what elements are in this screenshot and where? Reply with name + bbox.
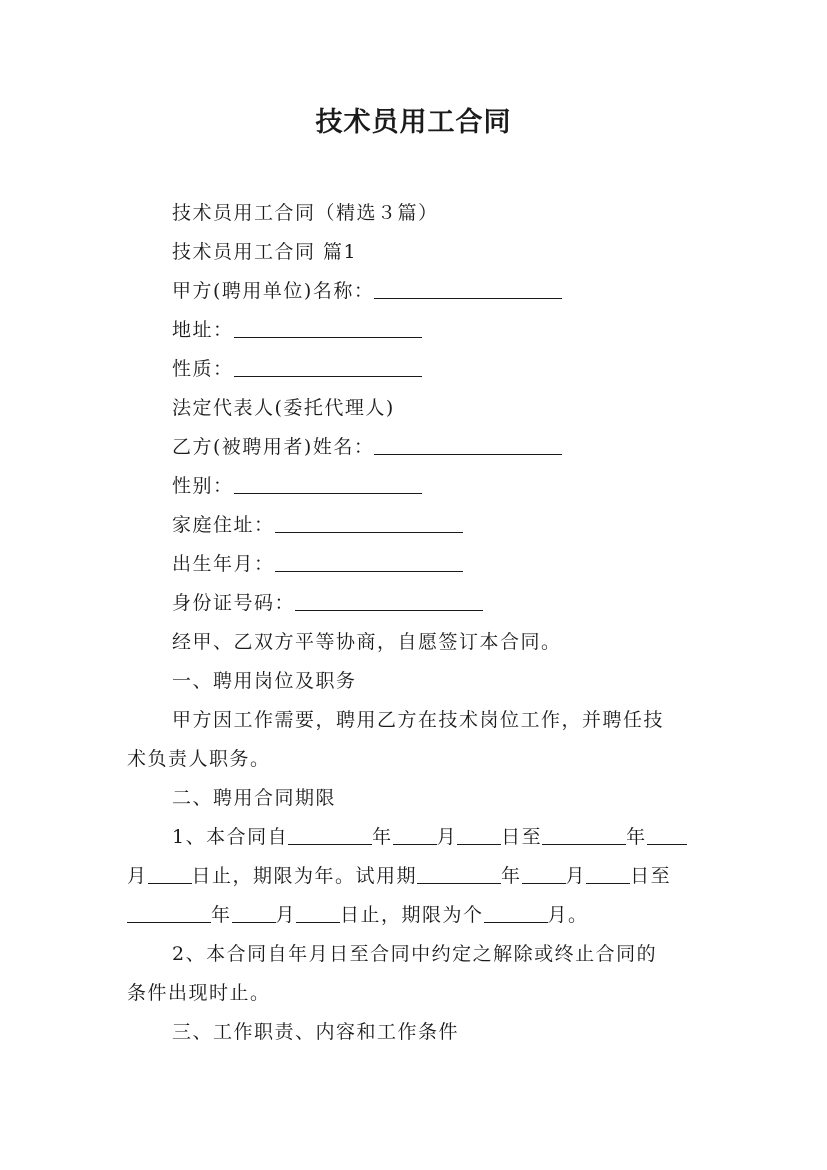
gender-label: 性别： [172,475,234,497]
term-2-line-1: 2、本合同自年月日至合同中约定之解除或终止合同的 [172,943,658,965]
party-b-name-field [172,432,562,459]
term-line-3 [127,900,589,927]
blank [393,826,437,845]
gender-field [172,471,422,498]
month-label: 月 [127,865,148,887]
party-a-name-label: 甲方(聘用单位)名称： [172,280,375,302]
blank [232,904,276,923]
part-heading: 技术员用工合同 篇1 [172,241,358,263]
blank [586,865,630,884]
term-prefix: 1、本合同自 [172,826,289,848]
blank [522,865,566,884]
month-label: 月。 [547,904,589,926]
gender-blank [234,475,422,494]
id-number-label: 身份证号码： [172,592,296,614]
year-label: 年 [501,865,522,887]
legal-representative: 法定代表人(委托代理人) [172,397,395,419]
nature-field [172,354,422,381]
address-field [172,315,422,342]
month-label: 月 [275,904,297,926]
section-1-heading: 一、聘用岗位及职务 [172,670,357,692]
address-blank [234,319,422,338]
birth-date-field [172,549,463,576]
party-b-name-label: 乙方(被聘用者)姓名： [172,436,375,458]
id-number-field [172,588,483,615]
year-label: 年 [372,826,393,848]
blank [457,826,501,845]
blank [148,865,192,884]
duty-paragraph-line-1: 甲方因工作需要，聘用乙方在技术岗位工作，并聘任技 [172,709,665,731]
duty-paragraph-line-2: 术负责人职务。 [127,748,271,770]
section-2-heading: 二、聘用合同期限 [172,787,337,809]
term-line-2 [127,861,671,888]
month-label: 月 [436,826,458,848]
blank [417,865,501,884]
home-address-blank [275,514,463,533]
birth-date-label: 出生年月： [172,553,275,575]
nature-blank [234,358,422,377]
party-a-name-field [172,276,562,303]
blank [127,904,211,923]
term-2-line-2: 条件出现时止。 [127,982,271,1004]
address-label: 地址： [172,319,234,341]
home-address-label: 家庭住址： [172,514,275,536]
term-line-1 [172,822,687,849]
party-b-name-blank [374,436,562,455]
subtitle: 技术员用工合同（精选３篇） [172,202,439,224]
year-label: 年 [626,826,647,848]
document-title: 技术员用工合同 [315,107,512,138]
day-label: 日止，期限为个 [340,904,484,926]
year-label: 年 [211,904,232,926]
blank [484,904,548,923]
nature-label: 性质： [172,358,234,380]
party-a-name-blank [374,280,562,299]
blank [296,904,340,923]
day-label: 日止，期限为年。试用期 [191,865,418,887]
month-label: 月 [565,865,587,887]
id-number-blank [295,592,483,611]
agreement-statement: 经甲、乙双方平等协商，自愿签订本合同。 [172,631,562,653]
blank [647,826,687,845]
day-label: 日至 [630,865,672,887]
section-3-heading: 三、工作职责、内容和工作条件 [172,1021,460,1043]
day-label: 日至 [501,826,543,848]
home-address-field [172,510,463,537]
blank [542,826,626,845]
birth-date-blank [275,553,463,572]
blank [288,826,372,845]
